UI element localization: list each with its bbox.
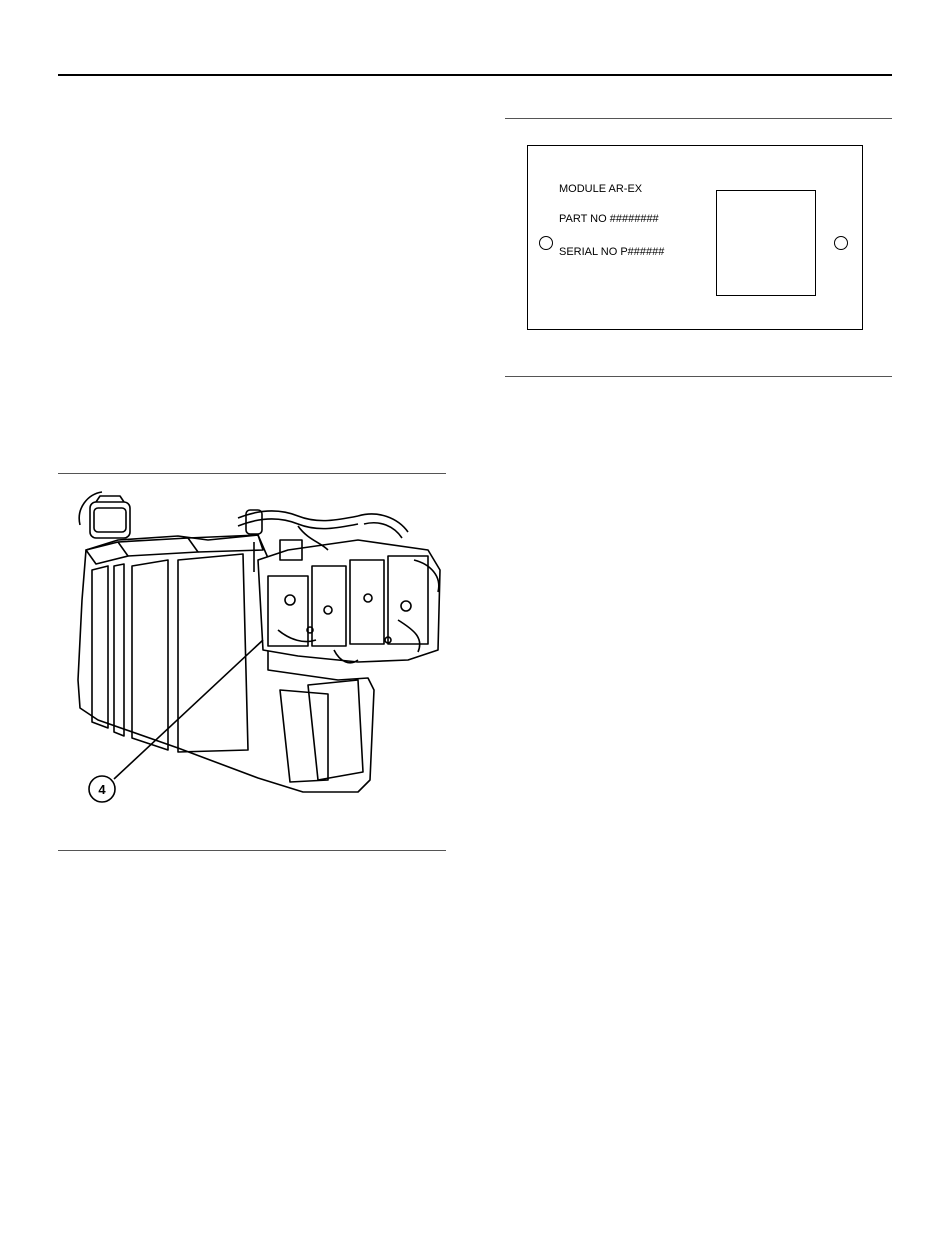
def-tank-drawing <box>58 480 448 825</box>
module-nameplate <box>527 145 863 330</box>
def-tank-illustration <box>58 480 448 825</box>
nameplate-part-number: PART NO ######## <box>559 213 659 225</box>
nameplate-barcode-area <box>716 190 816 296</box>
tank-figure-top-rule <box>58 473 446 474</box>
mounting-hole-right <box>834 236 848 250</box>
tank-figure-bottom-rule <box>58 850 446 851</box>
nameplate-serial-number: SERIAL NO P###### <box>559 246 665 258</box>
nameplate-figure-bottom-rule <box>505 376 892 377</box>
nameplate-figure-top-rule <box>505 118 892 119</box>
callout-number: 4 <box>98 782 106 797</box>
nameplate-module-label: MODULE AR-EX <box>559 183 643 195</box>
mounting-hole-left <box>539 236 553 250</box>
header-rule <box>58 74 892 76</box>
